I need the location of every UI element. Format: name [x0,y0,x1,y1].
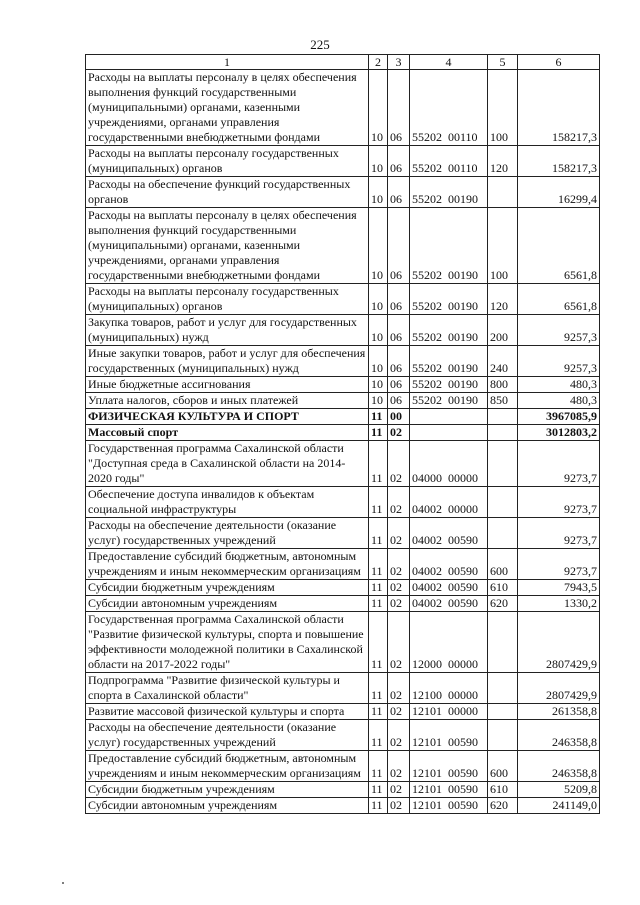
amount: 5209,8 [518,782,600,798]
table-header-row [86,55,600,70]
scan-speck [62,882,64,884]
section-code: 11 [369,751,388,782]
amount: 6561,8 [518,208,600,284]
target-article-code: 55202 00190 [410,393,488,409]
expense-type-code: 120 [488,284,518,315]
subsection-code: 02 [388,612,410,673]
section-code: 11 [369,409,388,425]
section-code: 11 [369,782,388,798]
subsection-code: 02 [388,441,410,487]
section-code: 10 [369,377,388,393]
expense-type-code [488,441,518,487]
table-row [86,782,600,798]
table-row [86,596,600,612]
amount: 158217,3 [518,70,600,146]
amount: 261358,8 [518,704,600,720]
section-code: 11 [369,549,388,580]
table-row [86,704,600,720]
target-article-code: 12101 00000 [410,704,488,720]
expense-type-code: 120 [488,146,518,177]
amount: 9273,7 [518,518,600,549]
subsection-code: 02 [388,549,410,580]
row-description: Развитие массовой физической культуры и спорта [86,704,369,720]
target-article-code: 55202 00110 [410,70,488,146]
subsection-code: 02 [388,720,410,751]
row-description: Расходы на выплаты персоналу в целях обеспечения выполнения функций государственными (муниципальными) органами, казенными учреждениями, органами управления государственными внебюджетными фондами [86,208,369,284]
target-article-code: 55202 00190 [410,377,488,393]
table-row [86,315,600,346]
section-code: 10 [369,146,388,177]
expense-type-code: 100 [488,208,518,284]
section-code: 11 [369,487,388,518]
row-description: Государственная программа Сахалинской области "Доступная среда в Сахалинской области на 2014-2020 годы" [86,441,369,487]
amount: 480,3 [518,377,600,393]
expense-type-code [488,612,518,673]
table-row [86,346,600,377]
section-code: 11 [369,720,388,751]
table-row [86,177,600,208]
section-code: 11 [369,580,388,596]
table-row [86,549,600,580]
subsection-code: 06 [388,393,410,409]
target-article-code [410,425,488,441]
subsection-code: 06 [388,346,410,377]
column-header: 4 [410,55,488,70]
table-row [86,580,600,596]
table-row [86,208,600,284]
subsection-code: 02 [388,425,410,441]
target-article-code: 04002 00590 [410,596,488,612]
expense-type-code [488,177,518,208]
table-row [86,70,600,146]
subsection-code: 06 [388,377,410,393]
row-description: Массовый спорт [86,425,369,441]
column-header: 6 [518,55,600,70]
expense-type-code: 240 [488,346,518,377]
target-article-code: 04002 00590 [410,549,488,580]
amount: 241149,0 [518,798,600,814]
table-row [86,612,600,673]
row-description: Расходы на выплаты персоналу государственных (муниципальных) органов [86,146,369,177]
target-article-code: 55202 00190 [410,315,488,346]
target-article-code: 55202 00110 [410,146,488,177]
expense-type-code [488,673,518,704]
column-header: 5 [488,55,518,70]
section-code: 11 [369,798,388,814]
table-row [86,393,600,409]
row-description: Расходы на выплаты персоналу государственных (муниципальных) органов [86,284,369,315]
subsection-code: 06 [388,315,410,346]
section-code: 10 [369,70,388,146]
table-row [86,720,600,751]
target-article-code: 55202 00190 [410,208,488,284]
expense-type-code [488,409,518,425]
subsection-code: 02 [388,518,410,549]
target-article-code: 55202 00190 [410,177,488,208]
row-description: Расходы на обеспечение функций государственных органов [86,177,369,208]
subsection-code: 06 [388,146,410,177]
amount: 9273,7 [518,487,600,518]
row-description: ФИЗИЧЕСКАЯ КУЛЬТУРА И СПОРТ [86,409,369,425]
target-article-code: 04002 00590 [410,518,488,549]
row-description: Субсидии автономным учреждениям [86,798,369,814]
subsection-code: 00 [388,409,410,425]
expense-type-code: 610 [488,782,518,798]
expense-type-code [488,704,518,720]
row-description: Субсидии автономным учреждениям [86,596,369,612]
subsection-code: 02 [388,782,410,798]
column-header: 2 [369,55,388,70]
subsection-code: 02 [388,798,410,814]
section-code: 10 [369,393,388,409]
target-article-code: 12101 00590 [410,782,488,798]
row-description: Закупка товаров, работ и услуг для государственных (муниципальных) нужд [86,315,369,346]
table-row [86,487,600,518]
subsection-code: 06 [388,208,410,284]
expense-type-code: 600 [488,549,518,580]
section-code: 11 [369,612,388,673]
table-row [86,673,600,704]
section-code: 11 [369,425,388,441]
target-article-code: 04002 00590 [410,580,488,596]
subsection-code: 02 [388,751,410,782]
amount: 16299,4 [518,177,600,208]
expense-type-code: 620 [488,596,518,612]
row-description: Иные бюджетные ассигнования [86,377,369,393]
expense-type-code: 620 [488,798,518,814]
amount: 9257,3 [518,315,600,346]
column-header: 1 [86,55,369,70]
subsection-code: 06 [388,177,410,208]
amount: 246358,8 [518,751,600,782]
subsection-code: 02 [388,596,410,612]
target-article-code: 12100 00000 [410,673,488,704]
table-row [86,377,600,393]
amount: 3012803,2 [518,425,600,441]
row-description: Государственная программа Сахалинской области "Развитие физической культуры, спорта и повышение эффективности молодежной политики в Сахалинской области на 2017-2022 годы" [86,612,369,673]
amount: 9273,7 [518,549,600,580]
amount: 9273,7 [518,441,600,487]
section-code: 10 [369,208,388,284]
subsection-code: 02 [388,487,410,518]
expense-type-code [488,425,518,441]
row-description: Подпрограмма "Развитие физической культуры и спорта в Сахалинской области" [86,673,369,704]
section-code: 10 [369,315,388,346]
target-article-code [410,409,488,425]
amount: 9257,3 [518,346,600,377]
row-description: Субсидии бюджетным учреждениям [86,580,369,596]
subsection-code: 02 [388,704,410,720]
expense-type-code [488,720,518,751]
table-row [86,146,600,177]
row-description: Предоставление субсидий бюджетным, автономным учреждениям и иным некоммерческим организациям [86,549,369,580]
table-row [86,409,600,425]
amount: 158217,3 [518,146,600,177]
section-code: 10 [369,346,388,377]
expense-type-code: 850 [488,393,518,409]
section-code: 11 [369,596,388,612]
table-row [86,798,600,814]
section-code: 11 [369,518,388,549]
page-number: 225 [310,37,330,52]
target-article-code: 55202 00190 [410,346,488,377]
amount: 246358,8 [518,720,600,751]
section-code: 11 [369,673,388,704]
expense-type-code [488,518,518,549]
target-article-code: 12000 00000 [410,612,488,673]
row-description: Иные закупки товаров, работ и услуг для обеспечения государственных (муниципальных) нужд [86,346,369,377]
amount: 3967085,9 [518,409,600,425]
expense-type-code [488,487,518,518]
column-header: 3 [388,55,410,70]
budget-table [85,54,600,814]
row-description: Субсидии бюджетным учреждениям [86,782,369,798]
row-description: Расходы на обеспечение деятельности (оказание услуг) государственных учреждений [86,518,369,549]
target-article-code: 04000 00000 [410,441,488,487]
row-description: Предоставление субсидий бюджетным, автономным учреждениям и иным некоммерческим организациям [86,751,369,782]
target-article-code: 55202 00190 [410,284,488,315]
expense-type-code: 610 [488,580,518,596]
subsection-code: 02 [388,673,410,704]
table-row [86,441,600,487]
target-article-code: 12101 00590 [410,751,488,782]
amount: 1330,2 [518,596,600,612]
subsection-code: 06 [388,284,410,315]
expense-type-code: 100 [488,70,518,146]
section-code: 10 [369,284,388,315]
amount: 480,3 [518,393,600,409]
amount: 2807429,9 [518,673,600,704]
target-article-code: 12101 00590 [410,720,488,751]
target-article-code: 04002 00000 [410,487,488,518]
subsection-code: 02 [388,580,410,596]
row-description: Обеспечение доступа инвалидов к объектам социальной инфраструктуры [86,487,369,518]
row-description: Расходы на обеспечение деятельности (оказание услуг) государственных учреждений [86,720,369,751]
subsection-code: 06 [388,70,410,146]
table-row [86,284,600,315]
amount: 7943,5 [518,580,600,596]
table-row [86,518,600,549]
section-code: 11 [369,704,388,720]
expense-type-code: 600 [488,751,518,782]
table-row [86,425,600,441]
expense-type-code: 200 [488,315,518,346]
table-row [86,751,600,782]
section-code: 10 [369,177,388,208]
amount: 2807429,9 [518,612,600,673]
row-description: Расходы на выплаты персоналу в целях обеспечения выполнения функций государственными (муниципальными) органами, казенными учреждениями, органами управления государственными внебюджетными фондами [86,70,369,146]
target-article-code: 12101 00590 [410,798,488,814]
section-code: 11 [369,441,388,487]
row-description: Уплата налогов, сборов и иных платежей [86,393,369,409]
amount: 6561,8 [518,284,600,315]
expense-type-code: 800 [488,377,518,393]
